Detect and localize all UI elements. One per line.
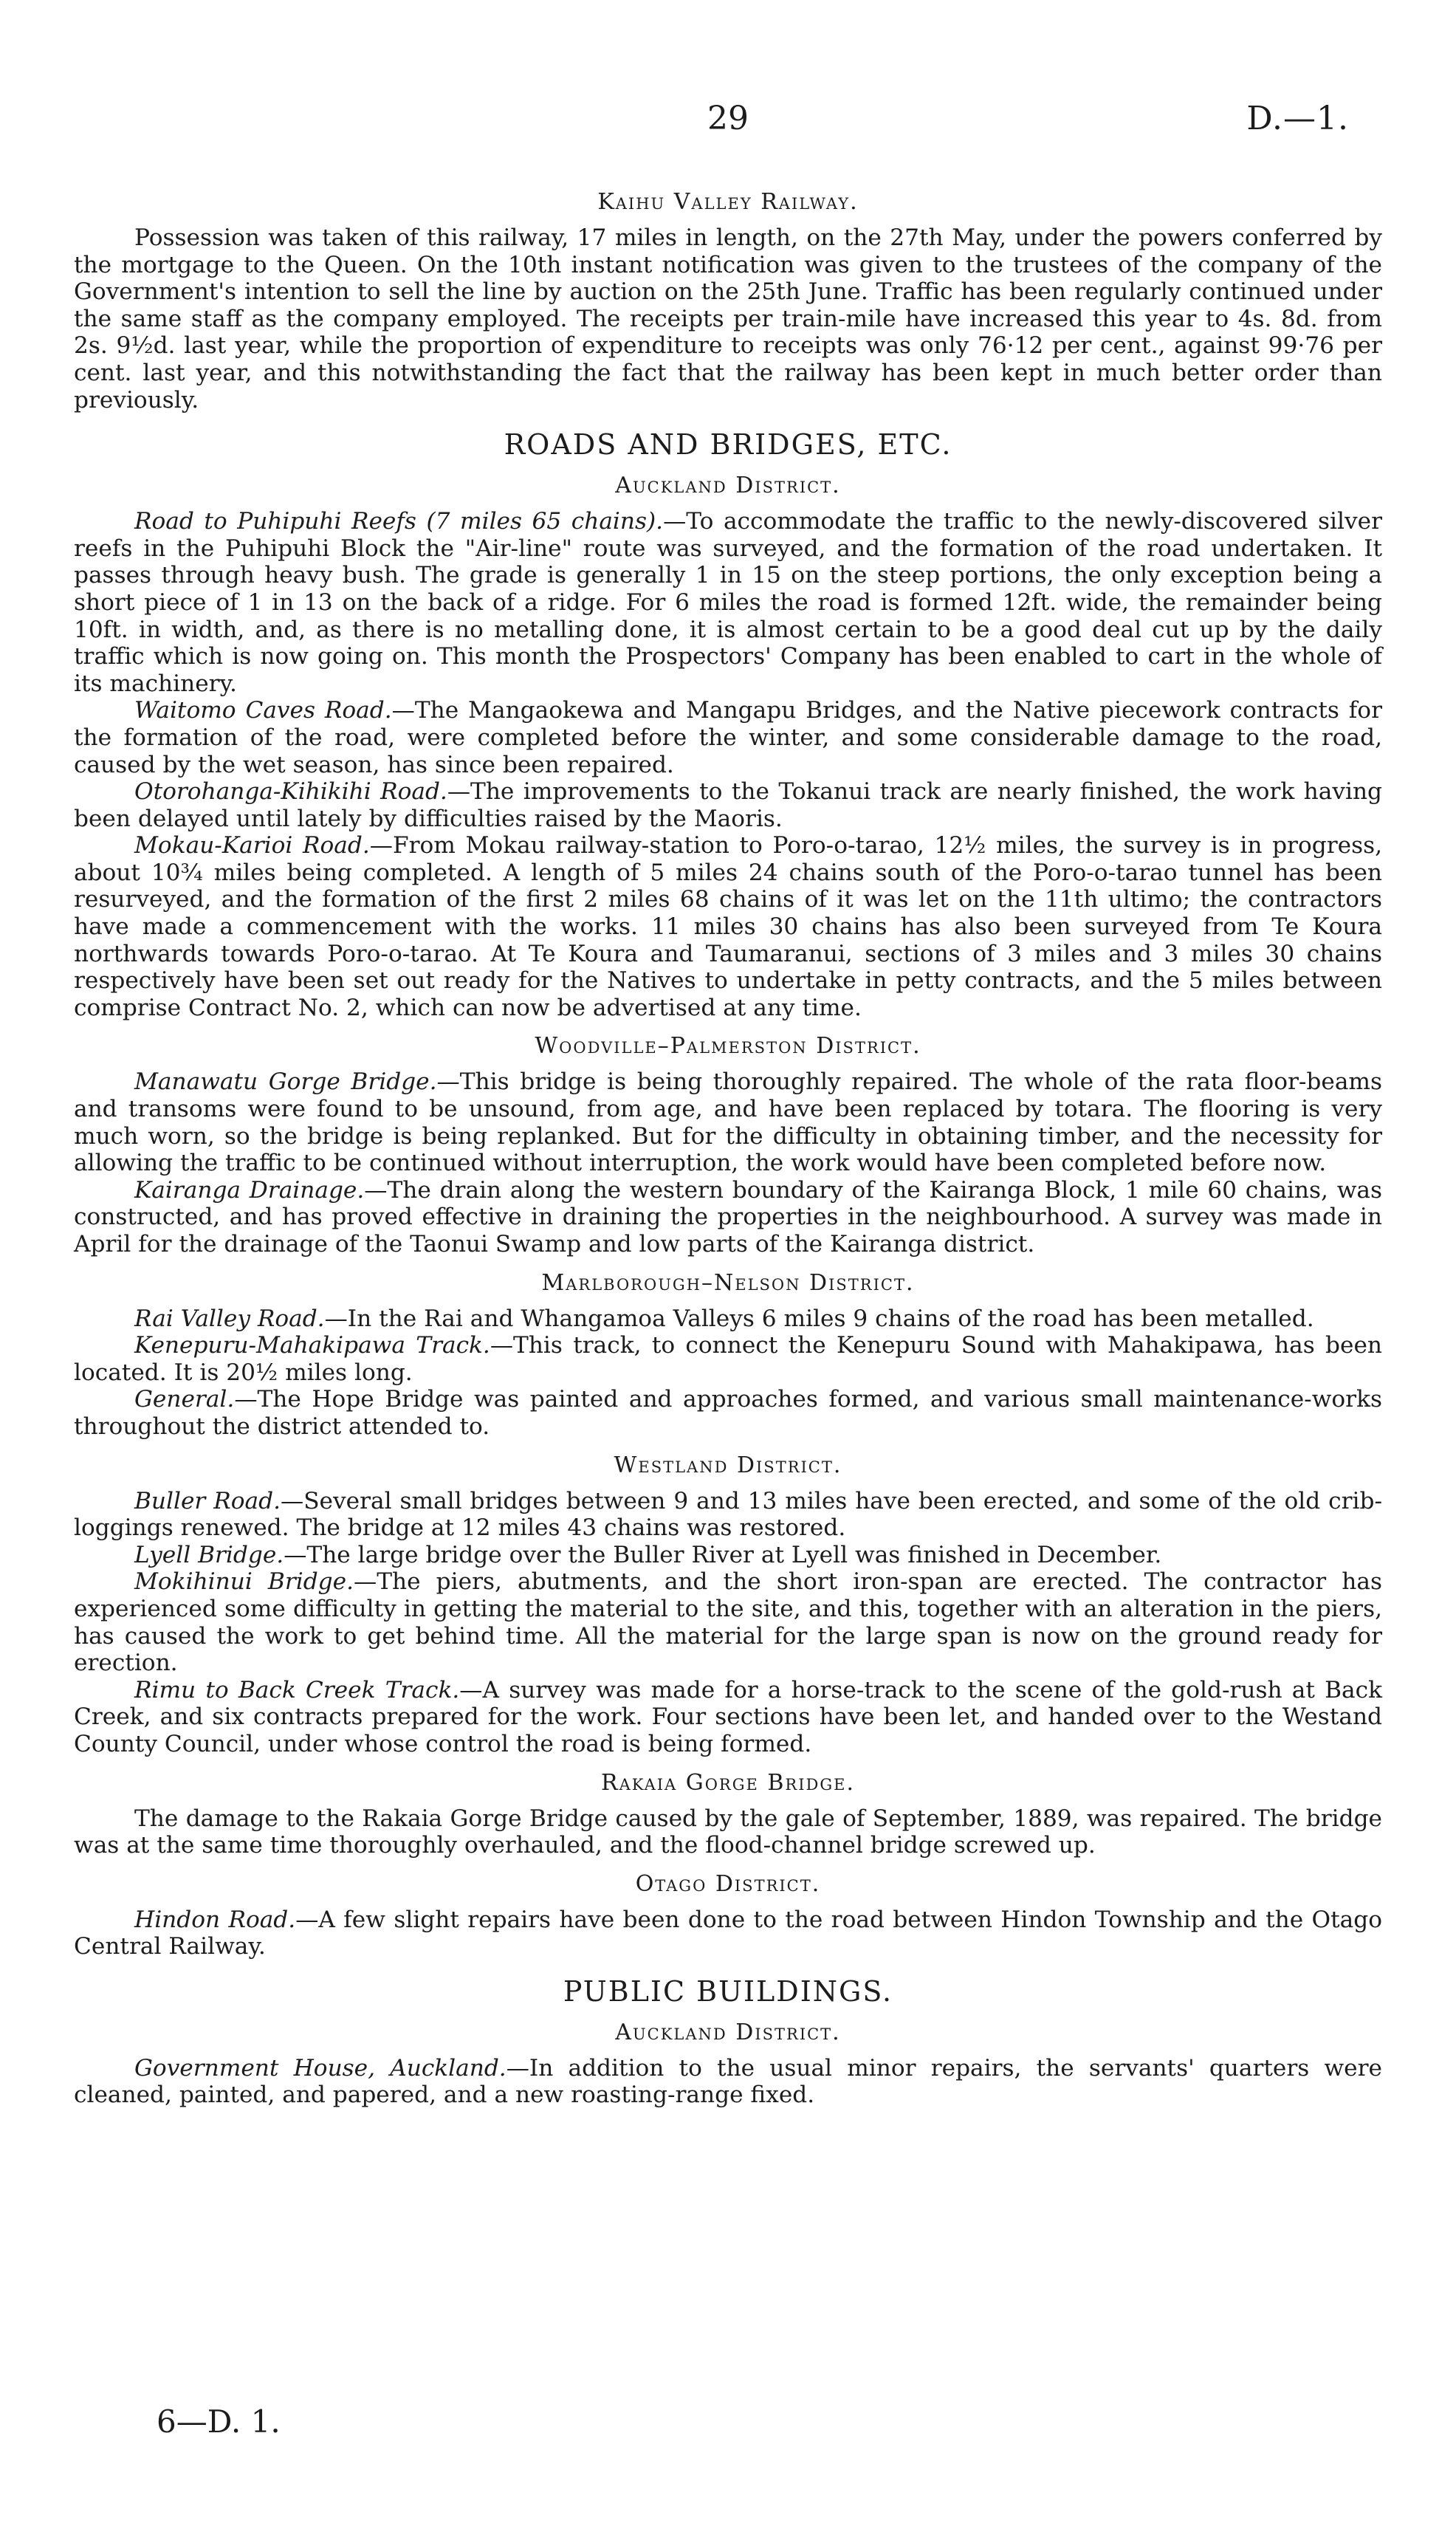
paragraph-text: —A few slight repairs have been done to the road between Hindon Township and the Otago Central Railway. [74, 1906, 1382, 1960]
paragraph-lead: Government House, Auckland. [134, 2054, 506, 2082]
paragraph-lead: Rimu to Back Creek Track. [134, 1676, 460, 1703]
paragraph-lead: Mokihinui Bridge. [134, 1568, 354, 1596]
paragraph-manawatu-bridge [74, 1068, 1382, 1176]
paragraph-text: —Several small bridges between 9 and 13 miles have been erected, and some of the old crib-loggings renewed. The bridge at 12 miles 43 chains was restored. [74, 1487, 1383, 1542]
heading-rakaia-gorge-bridge: Rakaia Gorge Bridge. [600, 1769, 856, 1796]
page-header [74, 100, 1382, 144]
page-footer-signature: 6—D. 1. [157, 2403, 281, 2440]
paragraph-rakaia [74, 1805, 1382, 1859]
paragraph-waitomo-road [74, 697, 1382, 778]
paragraph-text: —The drain along the western boundary of the Kairanga Block, 1 mile 60 chains, was constructed, and has proved effective in draining the properties in the neighbourhood. A survey was made in April for the drainage of the Taonui Swamp and low parts of the Kairanga district. [74, 1176, 1382, 1257]
paragraph-lead: Kenepuru-Mahakipawa Track. [134, 1332, 490, 1359]
paragraph-text: —From Mokau railway-station to Poro-o-tarao, 12½ miles, the survey is in progress, about 10¾ miles being completed. A length of 5 miles 24 chains south of the Poro-o-tarao tunnel has been resurveyed, and the formation of the first 2 miles 68 chains of it was let on the 11th ultimo; the contractors have made a commencement with the works. 11 miles 30 chains has also been surveyed from Te Koura northwards towards Poro-o-tarao. At Te Koura and Taumaranui, sections of 3 miles and 3 miles 30 chains respectively have been set out ready for the Natives to undertake in petty contracts, and the 5 miles between comprise Contract No. 2, which can now be advertised at any time. [74, 832, 1382, 1021]
paragraph-lead: Waitomo Caves Road. [134, 697, 392, 724]
paragraph-text: —This track, to connect the Kenepuru Sound with Mahakipawa, has been located. It is 20½ miles long. [74, 1332, 1383, 1386]
paragraph-lead: Buller Road. [134, 1487, 281, 1514]
paragraph-lead: Hindon Road. [134, 1906, 296, 1933]
heading-otago-district: Otago District. [635, 1870, 821, 1897]
paragraph-text: —This bridge is being thoroughly repaired. The whole of the rata floor-beams and transoms were found to be unsound, from age, and have been replaced by totara. The flooring is very much worn, so the bridge is being replanked. But for the difficulty in obtaining timber, and the necessity for allowing the traffic to be continued without interruption, the work would have been completed before now. [74, 1068, 1383, 1177]
paragraph-lead: Road to Puhipuhi Reefs (7 miles 65 chains). [134, 508, 664, 535]
page-body [74, 177, 1382, 2109]
paragraph-kaihu [74, 224, 1382, 414]
paragraph-mokau-road [74, 832, 1382, 1021]
paragraph-text: —The improvements to the Tokanui track are nearly finished, the work having been delayed until lately by difficulties raised by the Maoris. [74, 778, 1382, 832]
heading-roads-and-bridges: ROADS AND BRIDGES, ETC. [504, 428, 952, 461]
paragraph-hindon-road [74, 1907, 1382, 1960]
paragraph-lead: Kairanga Drainage. [134, 1176, 365, 1204]
paragraph-lead: Mokau-Karioi Road. [134, 832, 370, 859]
paragraph-lead: Rai Valley Road. [134, 1305, 325, 1332]
heading-westland-district: Westland District. [614, 1452, 842, 1478]
paragraph-text: —In the Rai and Whangamoa Valleys 6 miles 9 chains of the road has been metalled. [324, 1305, 1314, 1332]
document-reference: D.—1. [1246, 100, 1349, 137]
heading-auckland-district-buildings: Auckland District. [615, 2019, 841, 2045]
paragraph-puhipuhi-road [74, 508, 1382, 697]
paragraph-kenepuru-track [74, 1332, 1382, 1386]
heading-kaihu-valley-railway: Kaihu Valley Railway. [597, 189, 859, 215]
paragraph-text: —To accommodate the traffic to the newly-discovered silver reefs in the Puhipuhi Block the "Air-line" route was surveyed, and the formation of the road undertaken. It passes through heavy bush. The grade is generally 1 in 15 on the steep portions, the only exception being a short piece of 1 in 13 on the back of a ridge. For 6 miles the road is formed 12ft. wide, the remainder being 10ft. in width, and, as there is no metalling done, it is almost certain to be a good deal cut up by the daily traffic which is now going on. This month the Prospectors' Company has been enabled to cart in the whole of its machinery. [74, 508, 1382, 697]
paragraph-text: Possession was taken of this railway, 17 miles in length, on the 27th May, under the powers conferred by the mortgage to the Queen. On the 10th instant notification was given to the trustees of the company of the Government's intention to sell the line by auction on the 25th June. Traffic has been regularly continued under the same staff as the company employed. The receipts per train-mile have increased this year to 4s. 8d. from 2s. 9½d. last year, while the proportion of expenditure to receipts was only 76·12 per cent., against 99·76 per cent. last year, and this notwithstanding the fact that the railway has been kept in much better order than previously. [74, 224, 1382, 414]
paragraph-lead: General. [134, 1386, 235, 1413]
paragraph-lead: Manawatu Gorge Bridge. [134, 1068, 437, 1096]
paragraph-text: —In addition to the usual minor repairs, the servants' quarters were cleaned, painted, and papered, and a new roasting-range fixed. [74, 2054, 1382, 2109]
paragraph-rai-valley [74, 1305, 1382, 1333]
paragraph-government-house [74, 2055, 1382, 2109]
heading-woodville-palmerston: Woodville–Palmerston District. [535, 1033, 921, 1060]
paragraph-text: —The large bridge over the Buller River at Lyell was finished in December. [284, 1541, 1162, 1568]
heading-public-buildings: PUBLIC BUILDINGS. [563, 1974, 893, 2008]
paragraph-text: —A survey was made for a horse-track to the scene of the gold-rush at Back Creek, and six contracts prepared for the work. Four sections have been let, and handed over to the Westand County Council, under whose control the road is being formed. [74, 1676, 1382, 1757]
paragraph-lead: Lyell Bridge. [134, 1541, 284, 1568]
paragraph-text: —The Mangaokewa and Mangapu Bridges, and the Native piecework contracts for the formation of the road, were completed before the winter, and some considerable damage to the road, caused by the wet season, has since been repaired. [74, 697, 1382, 778]
paragraph-buller-road [74, 1488, 1382, 1542]
paragraph-otorohanga-road [74, 778, 1382, 832]
paragraph-general [74, 1386, 1382, 1440]
heading-auckland-district: Auckland District. [615, 473, 841, 499]
paragraph-lead: Otorohanga-Kihikihi Road. [134, 778, 447, 806]
paragraph-mokihinui-bridge [74, 1568, 1382, 1676]
paragraph-text: —The Hope Bridge was painted and approaches formed, and various small maintenance-works throughout the district attended to. [74, 1386, 1382, 1440]
paragraph-text: —The piers, abutments, and the short iron-span are erected. The contractor has experienced some difficulty in getting the material to the site, and this, together with an alteration in the piers, has caused the work to get behind time. All the material for the large span is now on the ground ready for erection. [74, 1568, 1382, 1677]
paragraph-lyell-bridge [74, 1542, 1382, 1569]
heading-marlborough-nelson: Marlborough–Nelson District. [541, 1269, 915, 1296]
paragraph-kairanga-drainage [74, 1177, 1382, 1258]
paragraph-text: The damage to the Rakaia Gorge Bridge caused by the gale of September, 1889, was repaired. The bridge was at the same time thoroughly overhauled, and the flood-channel bridge screwed up. [74, 1805, 1382, 1859]
page-number: 29 [707, 100, 749, 137]
paragraph-rimu-track [74, 1677, 1382, 1758]
